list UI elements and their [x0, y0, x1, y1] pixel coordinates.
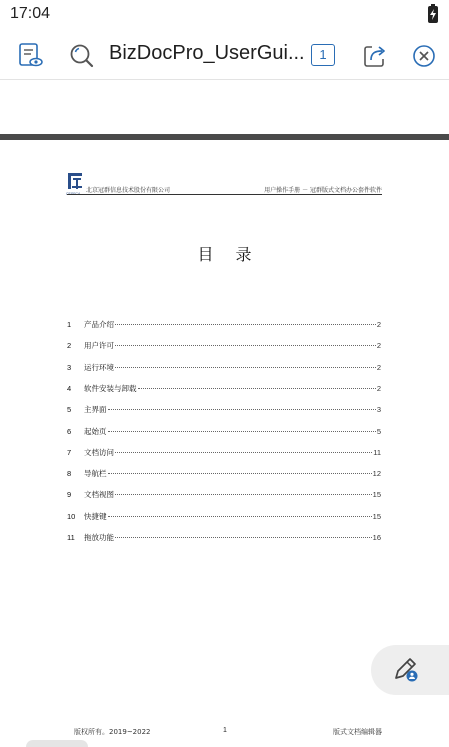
toc-entry-label: 用户许可	[84, 341, 114, 351]
toc-entry-page: 16	[372, 533, 381, 542]
toc-entry-number: 11	[67, 533, 75, 542]
toc-leader-dots	[108, 431, 376, 432]
toc-leader-dots	[108, 516, 372, 517]
status-bar	[0, 0, 449, 30]
toc-entry-page: 15	[372, 511, 381, 521]
toc-entry-label: 快捷键	[84, 511, 107, 521]
toc-entry-page: 12	[372, 469, 381, 479]
toc-entry-label: 软件安装与卸载	[84, 383, 137, 393]
header-company: 北京冠群信息技术股份有限公司	[86, 187, 171, 194]
toc-entry-page: 5	[376, 426, 381, 436]
toc-leader-dots	[115, 367, 376, 368]
battery-charging-icon	[428, 6, 438, 23]
toc-entry[interactable]	[67, 362, 381, 374]
document-title: BizDocPro_UserGui...	[109, 42, 305, 64]
toc-entry[interactable]	[67, 489, 381, 501]
toc-entry-number: 9	[67, 490, 72, 500]
annotate-button[interactable]	[371, 645, 449, 695]
footer-page-number: 1	[223, 727, 227, 734]
company-logo-icon	[67, 172, 83, 192]
toc-entry-label: 运行环境	[84, 362, 114, 372]
annotate-pen-icon	[391, 654, 421, 684]
toc-entry-number: 6	[67, 426, 72, 436]
read-mode-icon[interactable]	[17, 42, 45, 70]
toc-entry-number: 1	[67, 320, 72, 329]
toc-entry[interactable]	[67, 468, 381, 480]
toc-entry-label: 导航栏	[84, 469, 107, 479]
toc-entry-page: 15	[372, 490, 381, 500]
toc-leader-dots	[138, 388, 376, 389]
toc-entry-page: 2	[376, 383, 381, 393]
footer-copyright: 版权所有。2019~2022	[74, 728, 151, 736]
toc-entry-number: 7	[67, 447, 72, 457]
toc-leader-dots	[115, 494, 372, 495]
toc-leader-dots	[115, 324, 376, 325]
share-icon[interactable]	[361, 42, 389, 70]
toc-title: 目录	[197, 245, 274, 264]
toc-entry-label: 起始页	[84, 426, 107, 436]
toc-entry-label: 文档访问	[84, 447, 114, 457]
toc-leader-dots	[108, 473, 372, 474]
toc-entry-label: 文档视图	[84, 490, 114, 500]
toc-entry[interactable]	[67, 511, 381, 523]
toc-leader-dots	[115, 537, 372, 538]
search-icon[interactable]	[68, 42, 96, 70]
toc-entry-label: 主界面	[84, 405, 107, 415]
toc-entry[interactable]	[67, 340, 381, 352]
toc-leader-dots	[115, 452, 372, 453]
toc-entry-number: 4	[67, 383, 72, 393]
bottom-handle[interactable]	[26, 740, 88, 747]
page-jump-icon[interactable]: 1	[311, 44, 335, 66]
close-icon[interactable]	[410, 42, 438, 70]
footer-product: 版式文档编辑器	[333, 728, 382, 736]
toc-entry-label: 产品介绍	[84, 320, 114, 329]
toc-entry[interactable]	[67, 383, 381, 395]
toc-entry-number: 8	[67, 469, 72, 479]
toc-entry[interactable]	[67, 532, 381, 544]
toc-entry[interactable]	[67, 319, 381, 331]
toc-entry[interactable]	[67, 404, 381, 416]
toc-entry-page: 2	[376, 320, 381, 329]
toc-entry-page: 2	[376, 362, 381, 372]
toc-leader-dots	[115, 345, 376, 346]
header-doc-name: 用户操作手册 － 冠群版式文档办公套件软件	[264, 187, 382, 194]
toc-entry-label: 拖放功能	[84, 533, 114, 542]
toc-leader-dots	[108, 409, 376, 410]
header-rule	[67, 194, 382, 195]
toc-entry-page: 3	[376, 405, 381, 415]
toc-entry-number: 3	[67, 362, 72, 372]
toc-entry-number: 2	[67, 341, 72, 351]
document-toolbar	[0, 30, 449, 80]
toc-entry-number: 10	[67, 511, 76, 521]
toc-entry[interactable]	[67, 426, 381, 438]
toc-entry-number: 5	[67, 405, 72, 415]
status-time: 17:04	[10, 5, 51, 22]
toc-entry-page: 11	[373, 447, 381, 457]
toc-entry-page: 2	[376, 341, 381, 351]
toc-entry[interactable]	[67, 447, 381, 459]
